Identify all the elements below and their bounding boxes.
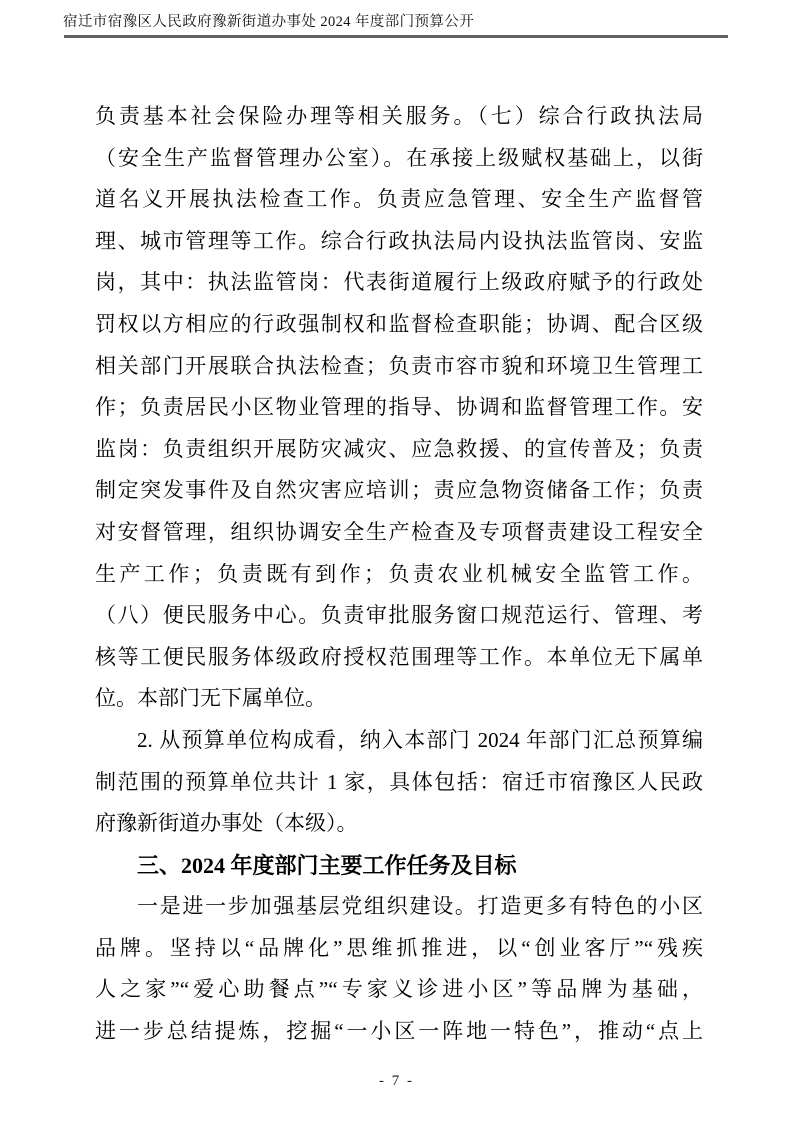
document-body [95, 96, 703, 1053]
body-line: 人之家”“爱心助餐点”“专家义诊进小区”等品牌为基础， [95, 977, 703, 1002]
body-line: 监岗：负责组织开展防灾减灾、应急救援、的宣传普及；负责 [95, 436, 703, 461]
body-line: 负责基本社会保险办理等相关服务。（七）综合行政执法局 [95, 104, 703, 128]
page-footer [0, 1072, 793, 1090]
body-line: 府豫新街道办事处（本级）。 [95, 811, 358, 836]
header-rule [64, 35, 728, 38]
body-line: 作；负责居民小区物业管理的指导、协调和监督管理工作。安 [95, 395, 703, 420]
page-number: - 7 - [379, 1073, 414, 1089]
body-line: （八）便民服务中心。负责审批服务窗口规范运行、管理、考 [95, 603, 703, 628]
header-title: 宿迁市宿豫区人民政府豫新街道办事处 2024 年度部门预算公开 [63, 14, 475, 30]
body-line: 位。本部门无下属单位。 [95, 686, 326, 711]
body-line: 岗，其中：执法监管岗：代表街道履行上级政府赋予的行政处 [95, 270, 703, 295]
body-line: 对安督管理，组织协调安全生产检查及专项督责建设工程安全 [95, 519, 703, 544]
body-line: 理、城市管理等工作。综合行政执法局内设执法监管岗、安监 [95, 228, 703, 253]
body-line: 制定突发事件及自然灾害应培训；责应急物资储备工作；负责 [95, 478, 703, 503]
body-line: 道名义开展执法检查工作。负责应急管理、安全生产监督管 [95, 187, 703, 212]
body-line: 生产工作；负责既有到作；负责农业机械安全监管工作。 [95, 561, 703, 586]
body-line: 相关部门开展联合执法检查；负责市容市貌和环境卫生管理工 [95, 353, 703, 378]
body-line: 进一步总结提炼，挖掘“一小区一阵地一特色”，推动“点上 [95, 1019, 703, 1044]
body-line: 核等工便民服务体级政府授权范围理等工作。本单位无下属单 [95, 644, 703, 669]
body-line: 品牌。坚持以“品牌化”思维抓推进，以“创业客厅”“残疾 [95, 935, 703, 960]
body-line: 一是进一步加强基层党组织建设。打造更多有特色的小区 [137, 894, 703, 919]
section-heading: 三、2024 年度部门主要工作任务及目标 [137, 852, 517, 878]
body-line: （安全生产监督管理办公室）。在承接上级赋权基础上，以街 [95, 145, 703, 170]
body-line: 制范围的预算单位共计 1 家，具体包括：宿迁市宿豫区人民政 [95, 769, 703, 794]
body-line: 罚权以方相应的行政强制权和监督检查职能；协调、配合区级 [95, 311, 703, 336]
body-line: 2. 从预算单位构成看，纳入本部门 2024 年部门汇总预算编 [137, 727, 703, 752]
